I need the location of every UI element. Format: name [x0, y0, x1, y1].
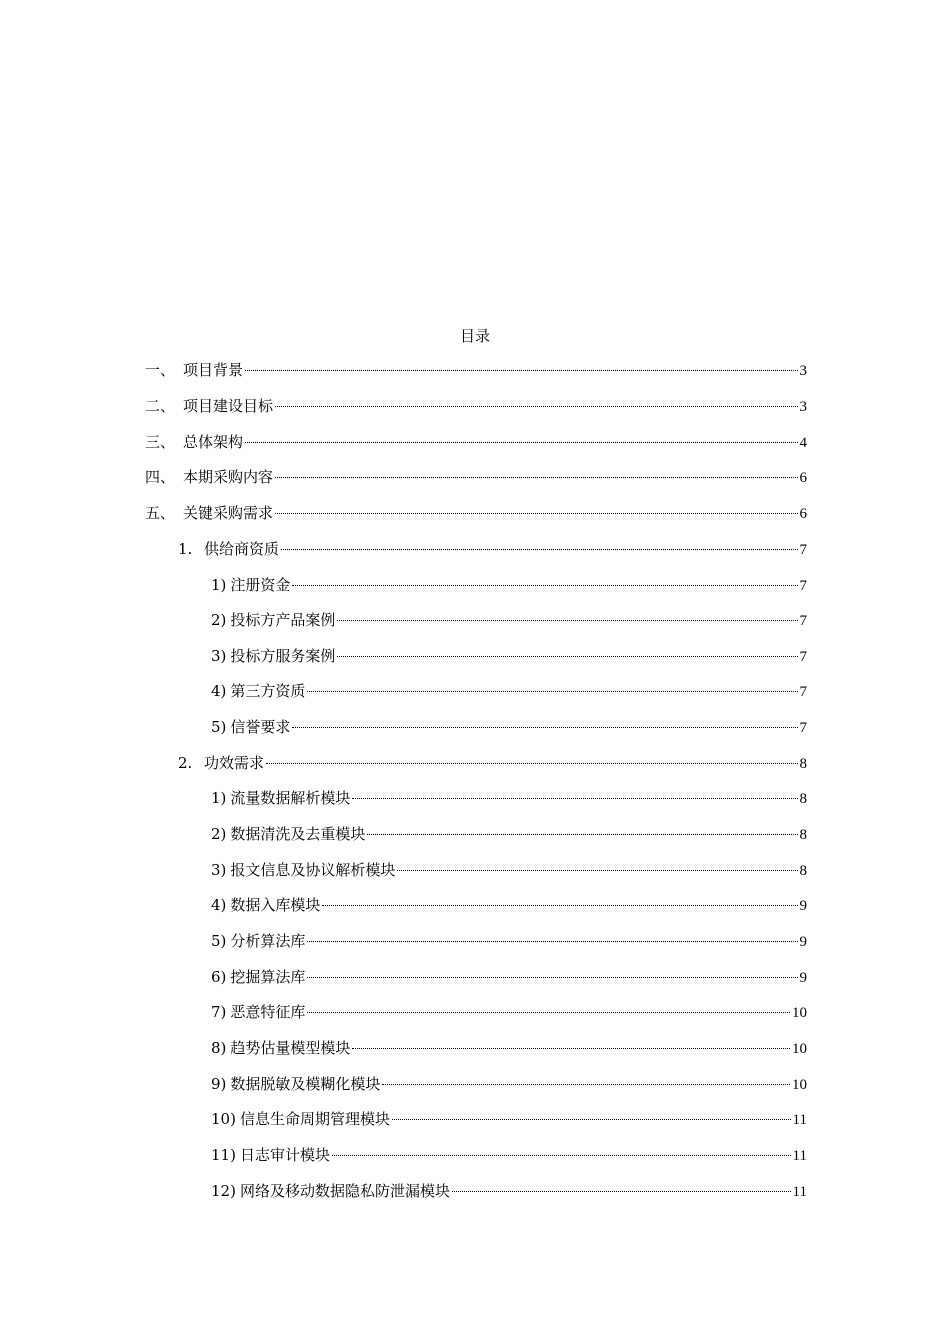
toc-entry-label: 关键采购需求 — [183, 504, 274, 522]
toc-entry-label: 项目建设目标 — [183, 397, 274, 415]
toc-entry[interactable] — [211, 823, 807, 845]
toc-entry[interactable] — [211, 1180, 807, 1202]
toc-entry[interactable] — [211, 787, 807, 809]
toc-entry-label: 功效需求 — [204, 754, 265, 772]
toc-entry-page: 7 — [799, 613, 807, 629]
toc-entry-page: 7 — [799, 578, 807, 594]
toc-entry-label: 总体架构 — [183, 433, 244, 451]
toc-leader-dots — [266, 763, 797, 764]
toc-entry-page: 8 — [799, 827, 807, 843]
toc-entry-page: 11 — [792, 1112, 807, 1128]
toc-entry-page: 9 — [799, 934, 807, 950]
toc-entry-page: 4 — [799, 435, 807, 451]
toc-entry-page: 3 — [799, 363, 807, 379]
toc-entry-number: 三、 — [145, 433, 176, 451]
toc-entry-page: 10 — [792, 1077, 807, 1093]
toc-entry-number: 10) — [211, 1110, 236, 1128]
toc-leader-dots — [307, 1012, 790, 1013]
toc-entry-number: 5) — [211, 932, 227, 950]
toc-entry[interactable] — [211, 609, 807, 631]
toc-entry-page: 6 — [799, 470, 807, 486]
toc-entry-page: 3 — [799, 399, 807, 415]
toc-entry-label: 网络及移动数据隐私防泄漏模块 — [239, 1182, 450, 1200]
toc-entry[interactable] — [145, 395, 807, 417]
toc-leader-dots — [337, 620, 797, 621]
toc-entry-number: 8) — [211, 1039, 227, 1057]
toc-leader-dots — [245, 442, 797, 443]
toc-entry-label: 分析算法库 — [230, 932, 306, 950]
toc-entry-page: 9 — [799, 970, 807, 986]
toc-entry[interactable] — [178, 538, 807, 560]
toc-entry-label: 趋势估量模型模块 — [230, 1039, 351, 1057]
toc-entry-label: 信誉要求 — [230, 718, 291, 736]
toc-entry-label: 项目背景 — [183, 361, 244, 379]
toc-entry[interactable] — [178, 752, 807, 774]
toc-entry[interactable] — [211, 1073, 807, 1095]
toc-entry-page: 11 — [792, 1184, 807, 1200]
toc-leader-dots — [352, 1048, 790, 1049]
toc-entry-page: 9 — [799, 898, 807, 914]
toc-entry-label: 注册资金 — [230, 576, 291, 594]
toc-entry-page: 7 — [799, 720, 807, 736]
toc-leader-dots — [275, 406, 797, 407]
toc-leader-dots — [367, 834, 797, 835]
toc-leader-dots — [352, 798, 797, 799]
toc-entry-label: 信息生命周期管理模块 — [239, 1110, 390, 1128]
toc-entry[interactable] — [211, 1108, 807, 1130]
toc-entry[interactable] — [211, 645, 807, 667]
toc-entry[interactable] — [211, 894, 807, 916]
toc-entry[interactable] — [211, 859, 807, 881]
toc-entry[interactable] — [145, 431, 807, 453]
toc-entry-number: 1) — [211, 789, 227, 807]
toc-entry-number: 5) — [211, 718, 227, 736]
toc-entry[interactable] — [211, 680, 807, 702]
toc-entry-label: 数据入库模块 — [230, 896, 321, 914]
toc-leader-dots — [292, 585, 797, 586]
toc-leader-dots — [382, 1084, 790, 1085]
toc-leader-dots — [245, 370, 797, 371]
toc-leader-dots — [332, 1155, 791, 1156]
toc-entry-page: 6 — [799, 506, 807, 522]
toc-entry-page: 10 — [792, 1005, 807, 1021]
toc-entry-label: 投标方产品案例 — [230, 611, 336, 629]
toc-entry[interactable] — [145, 466, 807, 488]
toc-entry[interactable] — [211, 966, 807, 988]
toc-entry-number: 12) — [211, 1182, 236, 1200]
toc-entry-page: 10 — [792, 1041, 807, 1057]
toc-leader-dots — [292, 727, 797, 728]
toc-entry-page: 7 — [799, 542, 807, 558]
toc-entry-number: 4) — [211, 896, 227, 914]
toc-entry-number: 4) — [211, 682, 227, 700]
toc-entry[interactable] — [211, 1144, 807, 1166]
toc-entry-page: 8 — [799, 863, 807, 879]
toc-leader-dots — [307, 941, 797, 942]
toc-entry-label: 报文信息及协议解析模块 — [230, 861, 396, 879]
toc-entry-number: 2) — [211, 611, 227, 629]
toc-entry-label: 数据脱敏及模糊化模块 — [230, 1075, 381, 1093]
toc-entry-number: 3) — [211, 861, 227, 879]
toc-entry-label: 日志审计模块 — [239, 1146, 330, 1164]
toc-entry-label: 投标方服务案例 — [230, 647, 336, 665]
toc-entry-number: 五、 — [145, 504, 176, 522]
toc-entry[interactable] — [211, 1037, 807, 1059]
toc-entry-page: 11 — [792, 1148, 807, 1164]
toc-entry-number: 9) — [211, 1075, 227, 1093]
toc-entry[interactable] — [211, 930, 807, 952]
toc-leader-dots — [275, 477, 797, 478]
toc-entry-page: 8 — [799, 791, 807, 807]
toc-entry[interactable] — [211, 1001, 807, 1023]
toc-leader-dots — [281, 549, 797, 550]
toc-entry-page: 8 — [799, 756, 807, 772]
toc-leader-dots — [322, 905, 797, 906]
toc-leader-dots — [337, 656, 797, 657]
toc-entry-page: 7 — [799, 684, 807, 700]
toc-entry-number: 2. — [178, 754, 193, 772]
toc-entry-number: 2) — [211, 825, 227, 843]
toc-entry-label: 供给商资质 — [204, 540, 280, 558]
toc-leader-dots — [397, 870, 797, 871]
toc-entry-page: 7 — [799, 649, 807, 665]
toc-entry-number: 1) — [211, 576, 227, 594]
toc-entry-label: 第三方资质 — [230, 682, 306, 700]
toc-entry-number: 四、 — [145, 468, 176, 486]
toc-leader-dots — [452, 1191, 791, 1192]
toc-entry-label: 恶意特征库 — [230, 1003, 306, 1021]
toc-entry-label: 数据清洗及去重模块 — [230, 825, 366, 843]
toc-title: 目录 — [459, 327, 490, 345]
toc-entry-number: 二、 — [145, 397, 176, 415]
toc-entry-label: 挖掘算法库 — [230, 968, 306, 986]
toc-entry-number: 11) — [211, 1146, 236, 1164]
toc-entry[interactable] — [211, 716, 807, 738]
toc-leader-dots — [307, 977, 797, 978]
toc-entry[interactable] — [145, 502, 807, 524]
toc-entry[interactable] — [145, 359, 807, 381]
toc-entry-label: 本期采购内容 — [183, 468, 274, 486]
toc-entry-number: 7) — [211, 1003, 227, 1021]
toc-entry-number: 6) — [211, 968, 227, 986]
toc-entry-number: 一、 — [145, 361, 176, 379]
toc-entry-number: 3) — [211, 647, 227, 665]
toc-leader-dots — [307, 691, 797, 692]
toc-leader-dots — [392, 1119, 791, 1120]
toc-leader-dots — [275, 513, 797, 514]
toc-entry[interactable] — [211, 574, 807, 596]
toc-entry-number: 1. — [178, 540, 193, 558]
toc-entry-label: 流量数据解析模块 — [230, 789, 351, 807]
